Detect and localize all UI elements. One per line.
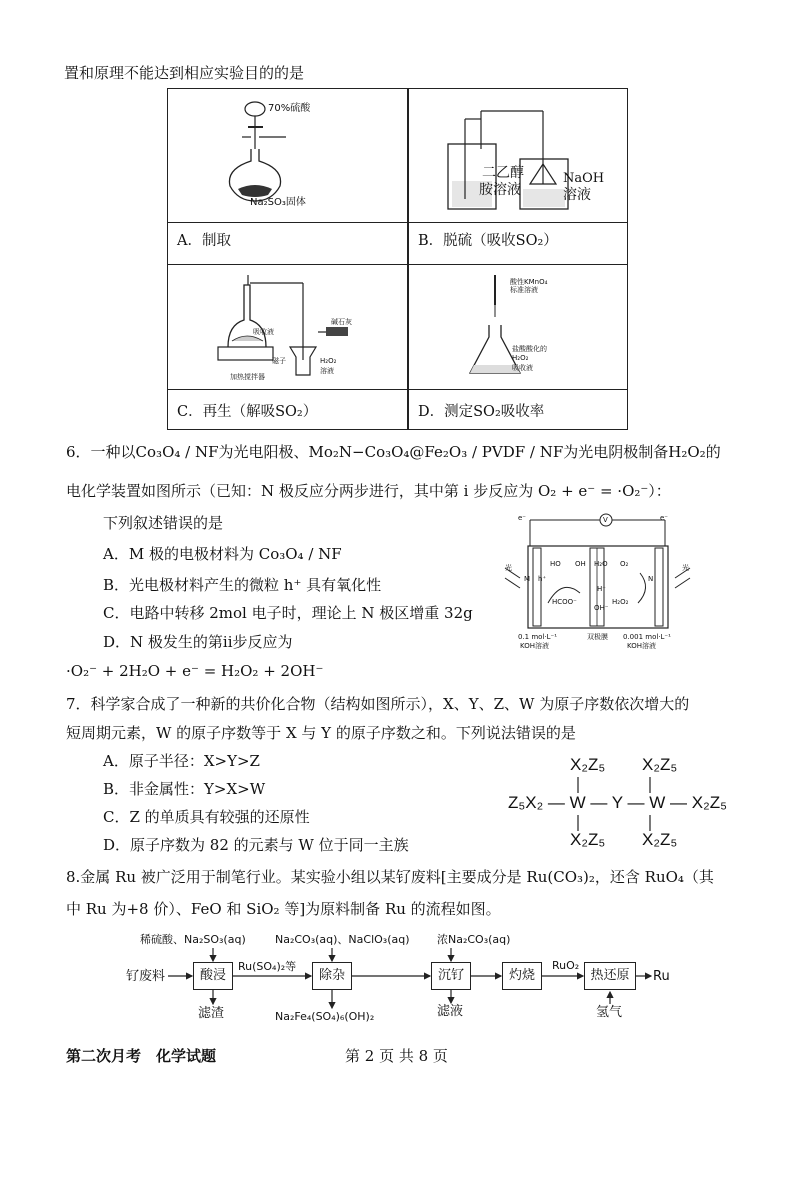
flow-output-1: 滤渣 xyxy=(198,1006,225,1021)
structure-bonds xyxy=(570,775,670,865)
label-stir-bar: 磁子 xyxy=(272,357,286,365)
diag-hplus-membrane: H⁺ xyxy=(597,585,606,593)
q7-option-b: B．非金属性：Y>X>W xyxy=(103,780,266,798)
q6-stem: 下列叙述错误的是 xyxy=(103,514,224,532)
struct-middle: Z₅X₂ — W — Y — W — X₂Z₅ xyxy=(508,793,727,812)
diag-light-left: 光 xyxy=(505,564,512,572)
flow-reagent-3: 浓Na₂CO₃(aq) xyxy=(437,933,511,946)
flow-output-2: Na₂Fe₄(SO₄)₆(OH)₂ xyxy=(275,1010,375,1023)
flow-step-reduce: 热还原 xyxy=(584,962,636,990)
diag-koh-left: KOH溶液 xyxy=(520,642,549,650)
q6-option-a: A．M 极的电极材料为 Co₃O₄ / NF xyxy=(103,545,342,563)
apparatus-b-diagram xyxy=(408,89,628,222)
label-sulfuric-acid: 70%硫酸 xyxy=(268,103,311,114)
diag-conc-right: 0.001 mol·L⁻¹ xyxy=(623,633,671,641)
q8-line1: 8.金属 Ru 被广泛用于制笔行业。某实验小组以某钌废料[主要成分是 Ru(CO₃)₂，还含 RuO₄（其 xyxy=(66,868,714,886)
label-kmno4: 酸性KMnO₄ xyxy=(510,278,548,286)
struct-top-right: X₂Z₅ xyxy=(642,755,678,774)
caption-c: C．再生（解吸SO₂） xyxy=(177,404,318,420)
q6-option-c: C．电路中转移 2mol 电子时，理论上 N 极区增重 32g xyxy=(103,604,473,622)
diag-e-right: e⁻ xyxy=(660,514,669,522)
flow-step-roast: 灼烧 xyxy=(502,962,542,990)
diag-light-right: 光 xyxy=(682,564,689,572)
diag-conc-left: 0.1 mol·L⁻¹ xyxy=(518,633,558,641)
diag-ho: HO xyxy=(550,560,561,568)
diag-oh-membrane: OH⁻ xyxy=(594,604,609,612)
label-absorbent-d: 吸收液 xyxy=(512,364,533,372)
q7-option-d: D．原子序数为 82 的元素与 W 位于同一主族 xyxy=(103,836,409,854)
label-h2o2: H₂O₂ xyxy=(320,357,337,365)
diag-koh-right: KOH溶液 xyxy=(627,642,656,650)
flow-product: Ru xyxy=(653,969,670,984)
diag-e-left: e⁻ xyxy=(518,514,527,522)
label-diethanolamine: 二乙醇 xyxy=(482,165,524,181)
struct-bottom-right: X₂Z₅ xyxy=(642,830,678,849)
table-divider xyxy=(168,222,627,223)
diag-oh: OH xyxy=(575,560,586,568)
diag-o2: O₂ xyxy=(620,560,629,568)
label-na2so3-solid: Na₂SO₃固体 xyxy=(250,197,306,208)
flow-step-precipitate: 沉钌 xyxy=(431,962,471,990)
label-h2o2-d: H₂O₂ xyxy=(512,354,529,362)
label-amine-solution: 胺溶液 xyxy=(479,182,521,198)
caption-a: A．制取 xyxy=(177,233,231,249)
label-heating-stirrer: 加热搅拌器 xyxy=(230,373,265,381)
flow-arrows xyxy=(0,940,700,1030)
flow-step-acid-leach: 酸浸 xyxy=(193,962,233,990)
label-soda-lime: 碱石灰 xyxy=(331,318,352,326)
footer-title: 第二次月考 化学试题 xyxy=(66,1047,217,1065)
q7-line2: 短周期元素，W 的原子序数等于 X 与 Y 的原子序数之和。下列说法错误的是 xyxy=(66,724,576,742)
flow-reagent-2: Na₂CO₃(aq)、NaClO₃(aq) xyxy=(275,933,410,946)
q7-option-a: A．原子半径：X>Y>Z xyxy=(103,752,260,770)
footer-page-number: 第 2 页 共 8 页 xyxy=(345,1047,448,1065)
label-solution: 溶液 xyxy=(563,187,591,203)
struct-top-left: X₂Z₅ xyxy=(570,755,606,774)
flow-intermediate-1: Ru(SO₄)₂等 xyxy=(238,960,297,973)
diag-n: N xyxy=(648,575,654,583)
q6-option-d: D．N 极发生的第ii步反应为 xyxy=(103,633,293,651)
diag-h2o: H₂O xyxy=(594,560,608,568)
q6-equation: ·O₂⁻ + 2H₂O + e⁻ = H₂O₂ + 2OH⁻ xyxy=(66,662,324,680)
flow-step-purify: 除杂 xyxy=(312,962,352,990)
q6-option-b: B．光电极材料产生的微粒 h⁺ 具有氧化性 xyxy=(103,576,382,594)
flow-output-3: 滤液 xyxy=(437,1004,464,1019)
diag-h-plus: h⁺ xyxy=(538,575,547,583)
q8-line2: 中 Ru 为+8 价）、FeO 和 SiO₂ 等]为原料制备 Ru 的流程如图。 xyxy=(66,900,501,918)
label-standard-solution: 标准溶液 xyxy=(510,286,538,294)
label-hcl-acidified: 盐酸酸化的 xyxy=(512,345,547,353)
diag-bipolar-membrane: 双极膜 xyxy=(587,633,608,641)
flow-reagent-1: 稀硫酸、Na₂SO₃(aq) xyxy=(140,933,246,946)
q6-line1: 6．一种以Co₃O₄ / NF为光电阳极、Mo₂N−Co₃O₄@Fe₂O₃ / PVDF / NF为光电阴极制备H₂O₂的 xyxy=(66,443,721,461)
q6-line2: 电化学装置如图所示（已知：N 极反应分两步进行，其中第 i 步反应为 O₂ + e⁻ = ·O₂⁻）： xyxy=(66,482,671,500)
question-intro: 置和原理不能达到相应实验目的的是 xyxy=(64,64,305,82)
struct-bottom-left: X₂Z₅ xyxy=(570,830,606,849)
label-solution-c: 溶液 xyxy=(320,367,334,375)
label-naoh: NaOH xyxy=(563,171,605,186)
flow-start: 钌废料 xyxy=(126,969,166,984)
label-absorbent: 吸收液 xyxy=(253,328,274,336)
diag-h2o2: H₂O₂ xyxy=(612,598,629,606)
caption-b: B．脱硫（吸收SO₂） xyxy=(418,233,558,249)
q7-option-c: C．Z 的单质具有较强的还原性 xyxy=(103,808,310,826)
diag-voltmeter: V xyxy=(603,516,608,524)
caption-d: D．测定SO₂吸收率 xyxy=(418,404,545,420)
flow-input-hydrogen: 氢气 xyxy=(596,1005,623,1020)
diag-hcoo: HCOO⁻ xyxy=(552,598,577,606)
q7-line1: 7．科学家合成了一种新的共价化合物（结构如图所示），X、Y、Z、W 为原子序数依次增大的 xyxy=(66,695,690,713)
flow-intermediate-2: RuO₂ xyxy=(552,959,580,972)
diag-m: M xyxy=(524,575,531,583)
apparatus-c-diagram xyxy=(168,265,408,390)
